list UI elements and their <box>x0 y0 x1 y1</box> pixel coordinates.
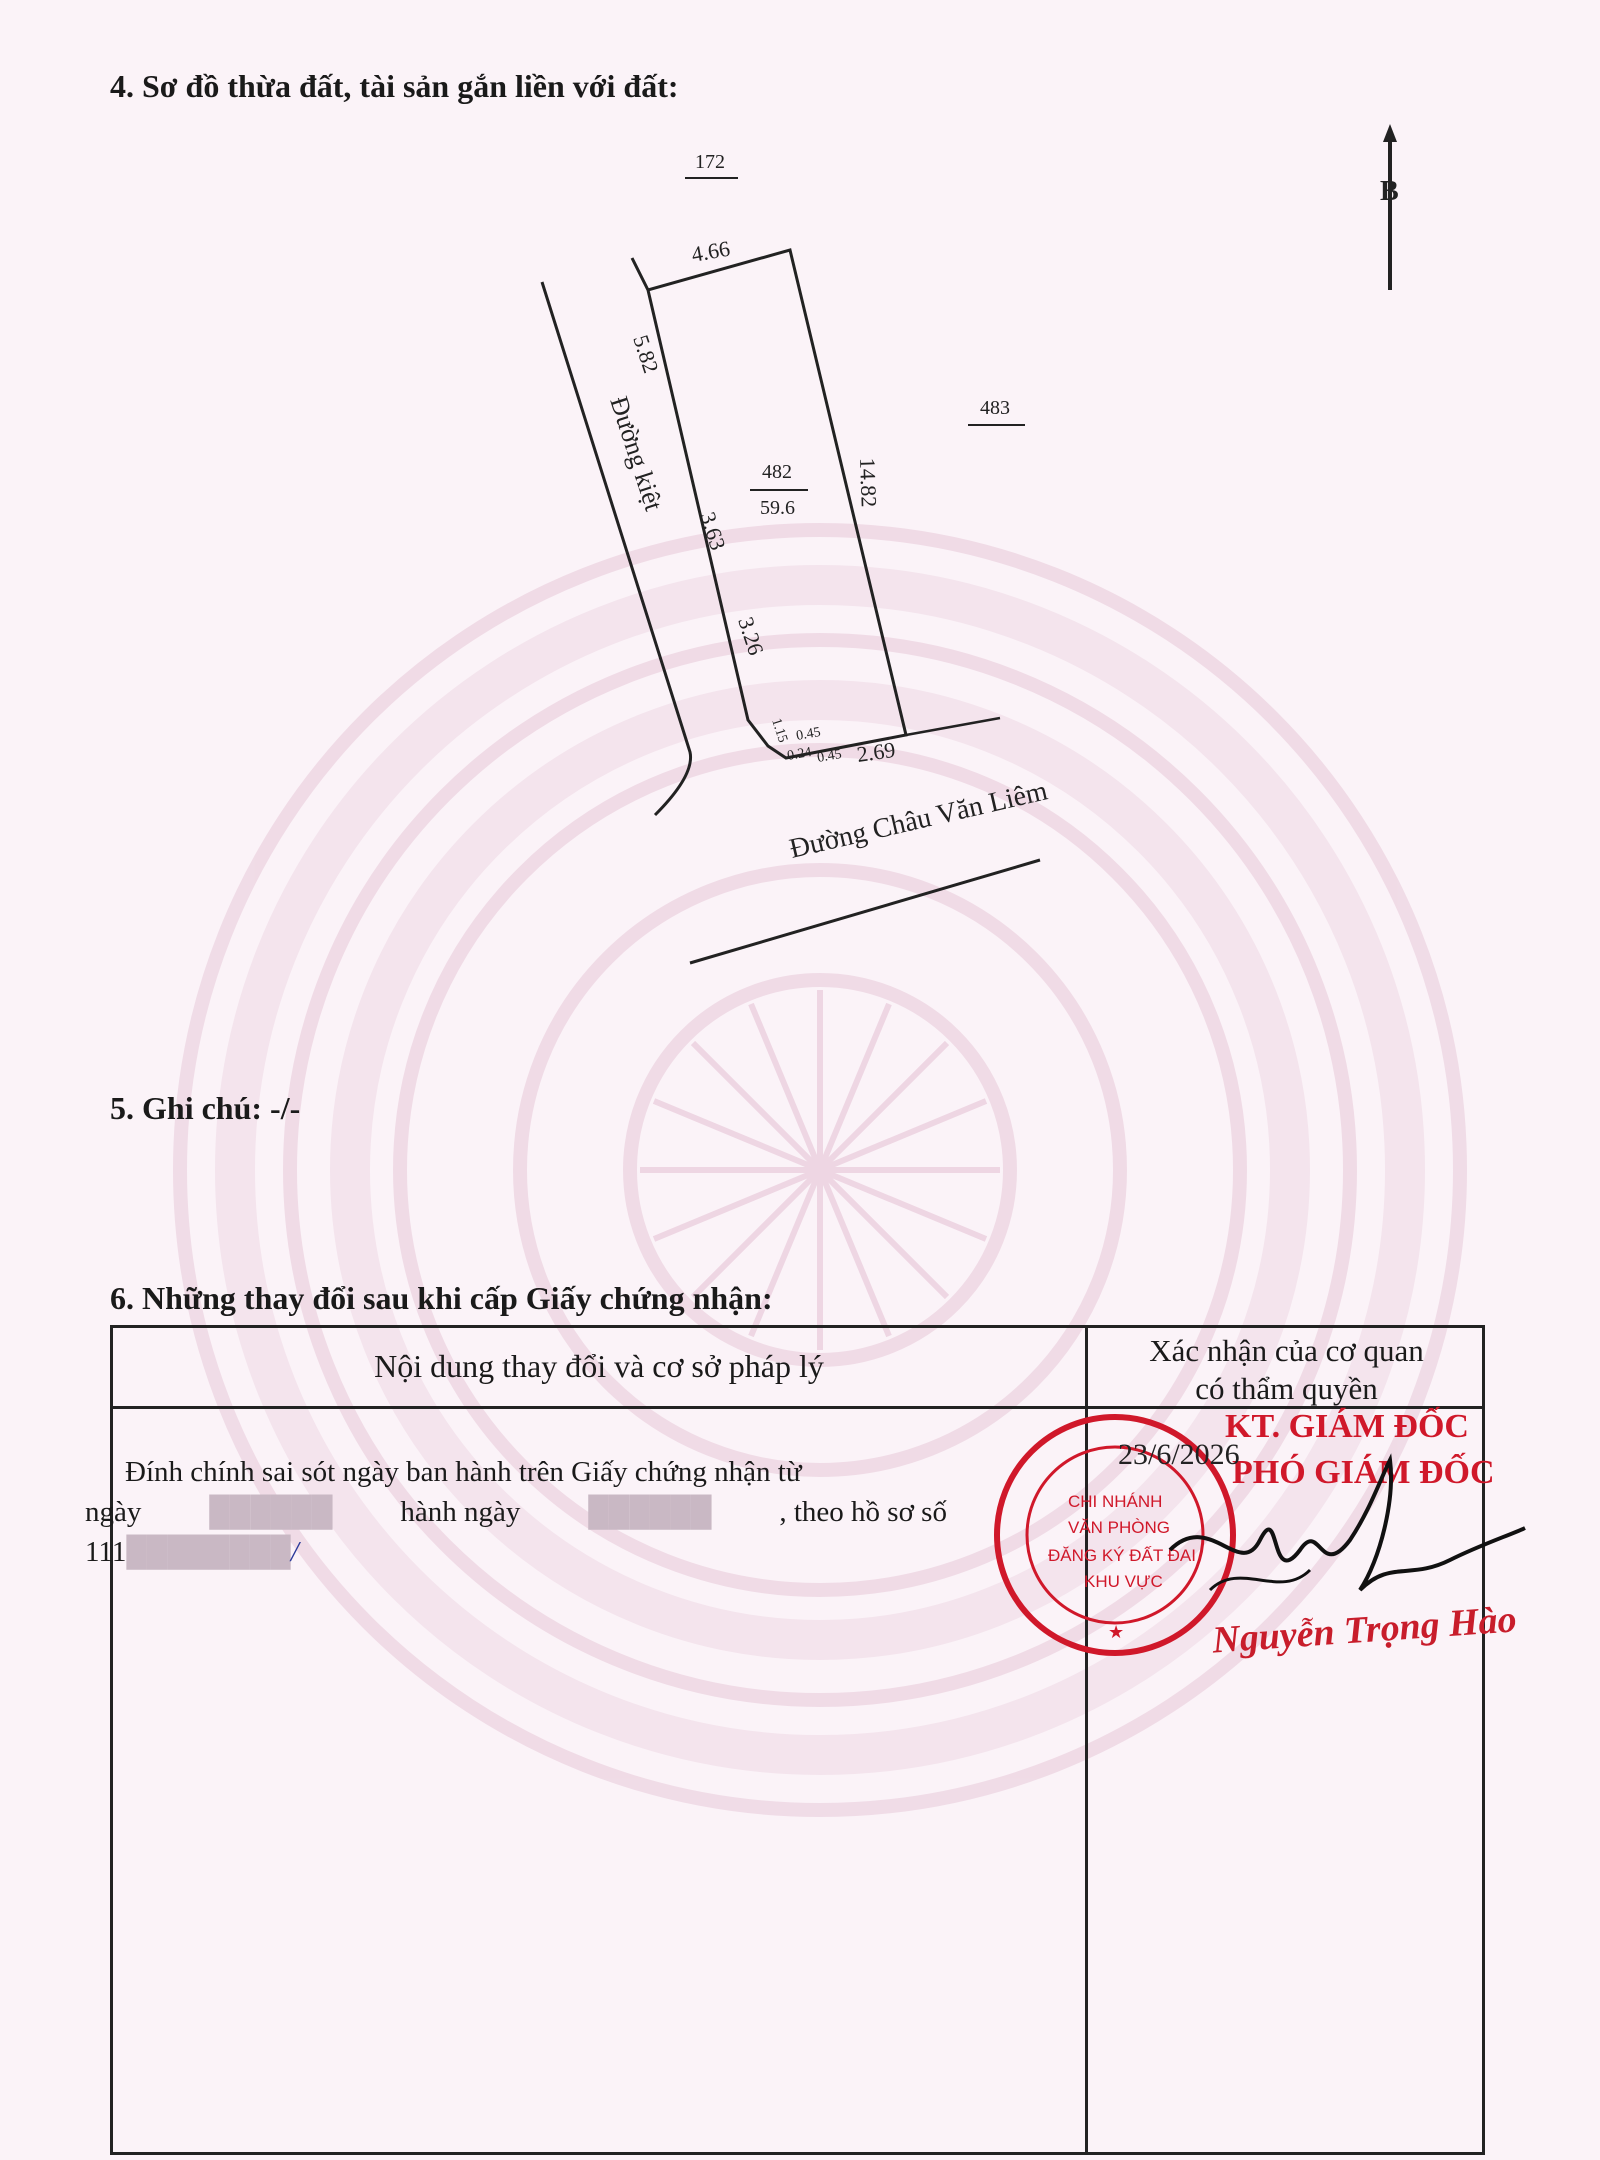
dim-bottom: 2.69 <box>855 736 897 767</box>
front-road-label: Đường Châu Văn Liêm <box>786 775 1051 865</box>
dim-left-upper: 5.82 <box>628 331 664 377</box>
header-authority <box>1088 1332 1485 1408</box>
header-change-content: Nội dung thay đổi và cơ sở pháp lý <box>374 1348 824 1384</box>
stamp-line-2: VĂN PHÒNG <box>1068 1518 1171 1537</box>
change-line-2c: , theo hồ sơ số <box>779 1496 947 1528</box>
neighbor-parcel-483: 483 <box>980 397 1010 419</box>
side-road-line <box>542 282 691 815</box>
dim-corner-b: 0.45 <box>795 724 822 744</box>
section-6-heading: 6. Những thay đổi sau khi cấp Giấy chứng nhận: <box>110 1280 773 1316</box>
deputy-director-label: PHÓ GIÁM ĐỐC <box>1232 1454 1495 1491</box>
handwritten-mark: / <box>290 1536 299 1568</box>
neighbor-parcel-172: 172 <box>695 151 725 173</box>
side-road-label: Đường kiệt <box>604 392 669 515</box>
redacted-dossier-number: ████████ <box>126 1536 291 1568</box>
dim-corner-a: 1.15 <box>768 716 791 745</box>
front-road-line <box>690 860 1040 963</box>
dim-left-middle: 3.63 <box>695 508 731 554</box>
change-content-cell <box>85 1452 953 1572</box>
header-authority-line2: có thẩm quyền <box>1195 1371 1378 1406</box>
parcel-area: 59.6 <box>760 497 795 519</box>
signer-name: Nguyễn Trọng Hào <box>1210 1598 1518 1662</box>
stamp-star-icon: ★ <box>1108 1622 1125 1642</box>
north-label: B <box>1380 176 1399 207</box>
change-line-2a: ngày <box>85 1496 142 1528</box>
change-line-2b: hành ngày <box>400 1496 521 1528</box>
dim-right: 14.82 <box>855 457 882 508</box>
handwritten-signature <box>1150 1440 1530 1700</box>
header-authority-line1: Xác nhận của cơ quan <box>1149 1333 1424 1368</box>
section-5-heading: 5. Ghi chú: -/- <box>110 1090 301 1126</box>
stamp-line-4: KHU VỰC <box>1084 1572 1163 1591</box>
parcel-sketch <box>0 0 1600 1000</box>
dim-top: 4.66 <box>689 235 732 267</box>
dim-corner-c: 0.24 <box>786 744 813 764</box>
parcel-number: 482 <box>762 461 792 483</box>
dim-left-lower: 3.26 <box>733 613 769 659</box>
dim-corner-d: 0.45 <box>816 746 843 766</box>
confirmation-date: 23/6/2026 <box>1118 1438 1240 1471</box>
kt-director-label: KT. GIÁM ĐỐC <box>1225 1408 1469 1445</box>
section-4-heading: 4. Sơ đồ thừa đất, tài sản gắn liền với đất: <box>110 68 679 104</box>
change-line-3a: 111 <box>85 1536 127 1568</box>
north-arrow-icon <box>1383 124 1397 290</box>
change-line-3 <box>85 1532 953 1572</box>
redacted-date-2: ██████ <box>588 1496 712 1528</box>
stamp-line-1: CHI NHÁNH <box>1068 1492 1163 1511</box>
change-line-2 <box>85 1492 953 1532</box>
redacted-date-1: ██████ <box>209 1496 333 1528</box>
stamp-line-3: ĐĂNG KÝ ĐẤT ĐAI <box>1048 1546 1196 1565</box>
change-line-1: Đính chính sai sót ngày ban hành trên Giấy chứng nhận từ <box>125 1456 802 1488</box>
